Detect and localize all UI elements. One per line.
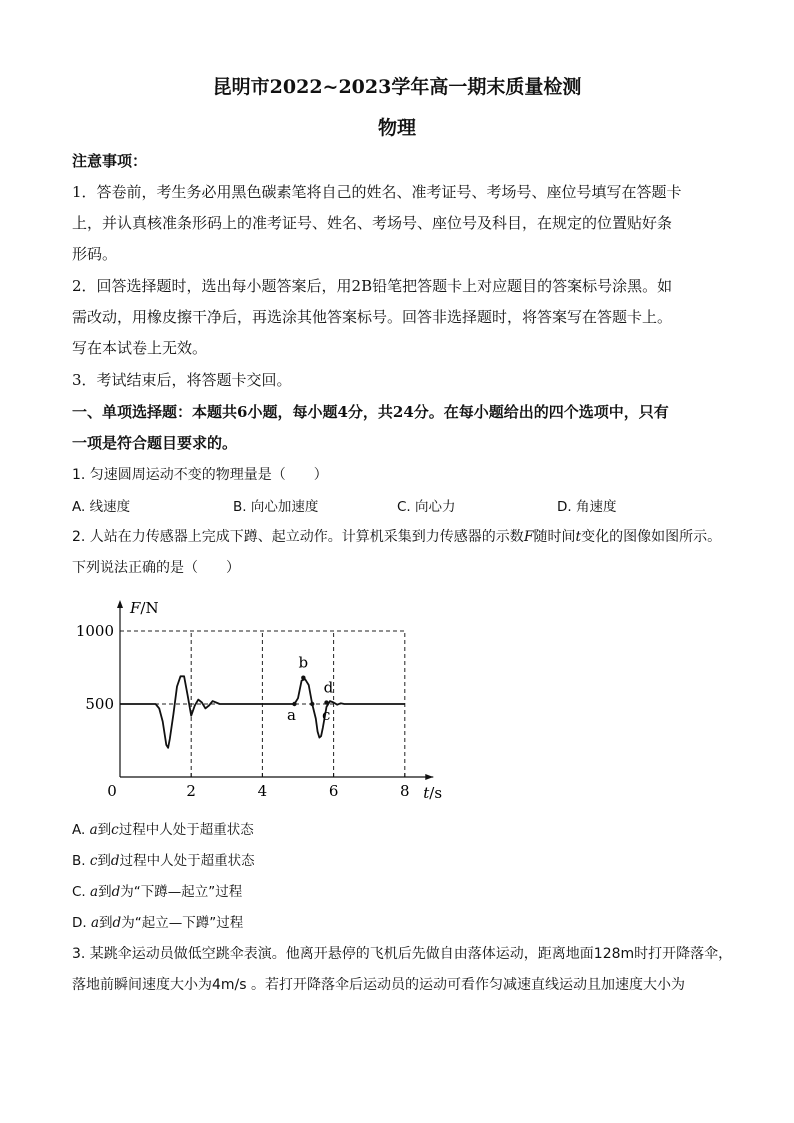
point-label-d: d — [323, 678, 334, 697]
point-label-c: c — [322, 706, 331, 724]
question-1-option-b: B. 向心加速度 — [233, 499, 319, 515]
option-c-text: 为“下蹲—起立”过程 — [120, 884, 243, 900]
note-2-line-1: 2．回答选择题时，选出每小题答案后，用2B铅笔把答题卡上对应题目的答案标号涂黑。如 — [72, 277, 673, 295]
option-a-var-1: a — [89, 822, 98, 838]
option-a-text: 过程中人处于超重状态 — [118, 822, 254, 838]
x-axis-arrow — [425, 774, 433, 780]
x-tick-label: 4 — [257, 782, 268, 800]
note-1-line-1: 1．答卷前，考生务必用黑色碳素笔将自己的姓名、准考证号、考场号、座位号填写在答题卡 — [72, 183, 682, 201]
question-3-line-2: 落地前瞬间速度大小为4m/s 。若打开降落伞后运动员的运动可看作匀减速直线运动且加速度大小为 — [72, 977, 686, 993]
y-axis-label — [129, 599, 159, 617]
point-c — [310, 702, 314, 706]
notes-heading: 注意事项： — [72, 152, 148, 170]
question-1-stem: 1. 匀速圆周运动不变的物理量是（ ） — [72, 467, 328, 483]
note-1-line-2: 上，并认真核准条形码上的准考证号、姓名、考场号、座位号及科目，在规定的位置贴好条 — [72, 214, 673, 232]
option-b-text: 过程中人处于超重状态 — [119, 853, 255, 869]
question-1-option-a: A. 线速度 — [72, 499, 131, 515]
option-d-text: 为“起立—下蹲”过程 — [121, 915, 244, 931]
option-a-mid: 到 — [97, 822, 112, 838]
option-c-var-2: d — [111, 884, 121, 900]
option-d-var-2: d — [112, 915, 122, 931]
x-axis-label-unit: /s — [429, 784, 443, 802]
y-axis-label-var: F — [130, 599, 141, 617]
option-a-letter: A. — [72, 822, 90, 838]
chart-axes — [117, 600, 433, 780]
option-b-mid: 到 — [97, 853, 111, 869]
x-tick-label: 6 — [328, 782, 339, 800]
variable-f: F — [523, 529, 534, 545]
question-2-stem-part-3: 变化的图像如图所示。 — [581, 529, 722, 545]
question-1-option-d: D. 角速度 — [557, 499, 617, 515]
question-2-stem-line-1 — [72, 526, 732, 546]
question-2-stem-part-1: 2. 人站在力传感器上完成下蹲、起立动作。计算机采集到力传感器的示数 — [72, 529, 524, 545]
force-time-chart — [72, 592, 472, 807]
option-a-var-2: c — [111, 822, 119, 838]
option-d-var-1: a — [90, 915, 100, 931]
option-b-var-2: d — [110, 853, 120, 869]
note-3: 3．考试结束后，将答题卡交回。 — [72, 371, 292, 389]
note-2-line-3: 写在本试卷上无效。 — [72, 339, 208, 357]
point-label-a: a — [286, 706, 296, 724]
subject-title: 物理 — [377, 117, 416, 139]
chart-labels — [76, 599, 442, 802]
option-c-var-1: a — [90, 884, 99, 900]
y-tick-label: 500 — [85, 695, 114, 713]
point-b — [301, 676, 305, 680]
section-1-line-2: 一项是符合题目要求的。 — [72, 434, 238, 452]
question-2-option-c — [72, 880, 242, 900]
section-1-line-1: 一、单项选择题：本题共6小题，每小题4分，共24分。在每小题给出的四个选项中，只有 — [72, 403, 669, 421]
question-2-option-d — [72, 911, 243, 931]
note-1-line-3: 形码。 — [72, 245, 118, 263]
option-d-mid: 到 — [99, 915, 113, 931]
y-axis-arrow — [117, 600, 123, 608]
variable-t: t — [575, 529, 582, 545]
note-2-line-2: 需改动，用橡皮擦干净后，再选涂其他答案标号。回答非选择题时，将答案写在答题卡上。 — [72, 308, 673, 326]
option-b-letter: B. — [72, 853, 90, 869]
question-2-option-b — [72, 849, 255, 869]
option-c-letter: C. — [72, 884, 91, 900]
exam-title: 昆明市2022~2023学年高一期末质量检测 — [212, 76, 582, 98]
point-d — [324, 700, 328, 704]
question-1-option-c: C. 向心力 — [397, 499, 456, 515]
x-tick-label: 0 — [107, 782, 117, 800]
point-label-b: b — [298, 653, 309, 672]
question-3-line-1: 3. 某跳伞运动员做低空跳伞表演。他离开悬停的飞机后先做自由落体运动，距离地面128m时打开降落伞， — [72, 946, 733, 962]
question-2-stem-line-2: 下列说法正确的是（ ） — [72, 560, 240, 576]
option-b-var-1: c — [89, 853, 98, 869]
question-2-option-a — [72, 818, 254, 838]
x-axis-label-var: t — [423, 784, 430, 802]
option-c-mid: 到 — [98, 884, 112, 900]
y-axis-label-unit: /N — [140, 599, 159, 617]
option-d-letter: D. — [72, 915, 91, 931]
question-2-stem-part-2: 随时间 — [533, 529, 576, 545]
y-tick-label: 1000 — [75, 622, 114, 640]
x-tick-label: 2 — [186, 782, 196, 800]
x-axis-label — [423, 784, 442, 802]
x-tick-label: 8 — [400, 782, 410, 800]
